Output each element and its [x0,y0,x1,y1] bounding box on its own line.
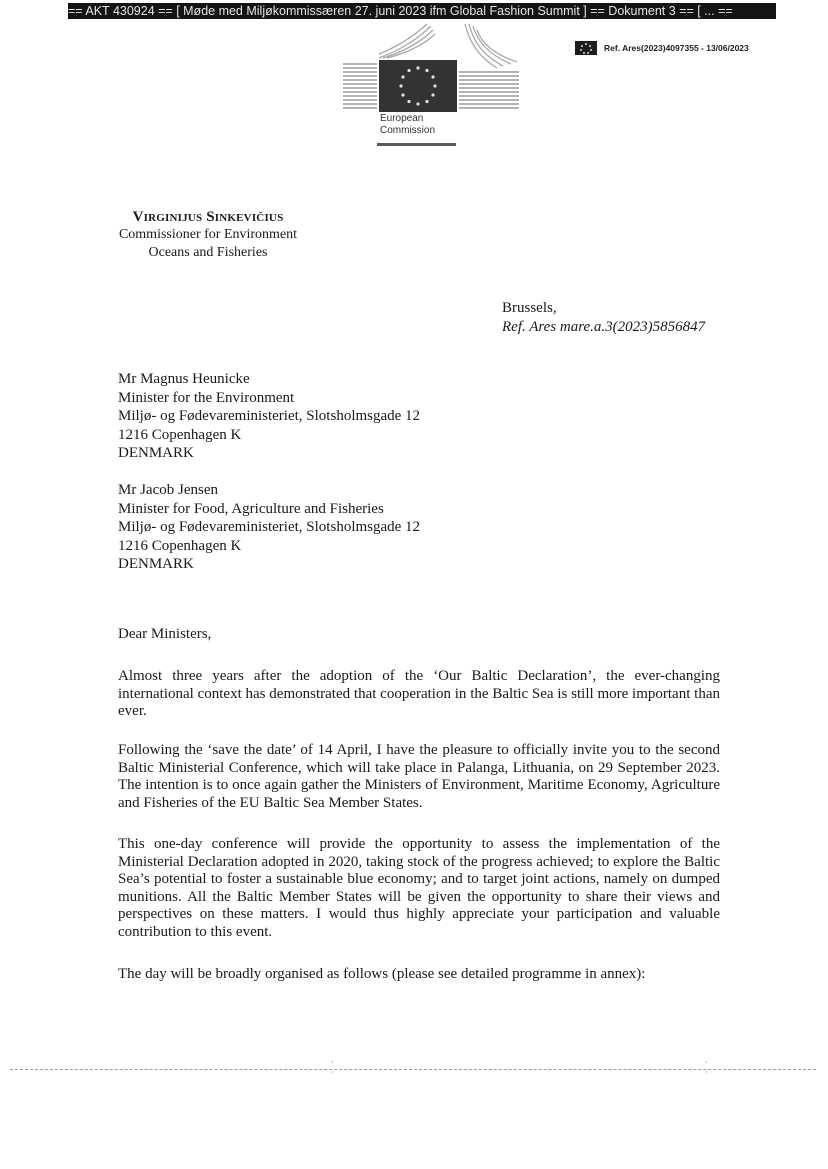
recipient-country: DENMARK [118,556,194,572]
recipient-country: DENMARK [118,445,194,461]
recipient-address-1 [118,370,420,463]
recipient-name: Mr Magnus Heunicke [118,371,250,387]
eu-flag-icon [575,41,597,55]
footer-tick-mark: · [705,1068,708,1078]
recipient-name: Mr Jacob Jensen [118,482,218,498]
recipient-city: 1216 Copenhagen K [118,426,242,443]
body-paragraph: Following the ‘save the date’ of 14 April, I have the pleasure to officially invite you to the second Baltic Ministerial Conference, which will take place in Palanga, Lithuania, on 29 September 2023. The intention is to once again gather the Ministers of Environment, Maritime Economy, Agriculture and Fisheries of the EU Baltic Sea Member States. [118,742,720,811]
recipient-role: Minister for the Environment [118,389,295,406]
body-paragraph: This one-day conference will provide the opportunity to assess the implementation of the Ministerial Declaration adopted in 2020, taking stock of the progress achieved; to explore the Baltic Sea’s potential to foster a sustainable blue economy; and to target joint actions, namely on dumped munitions. All the Baltic Member States will be given the opportunity to share their views and perspectives on these matters. I would thus highly appreciate your participation and valuable contribution to this event. [118,836,720,940]
document-banner: == AKT 430924 == [ Møde med Miljøkommissæren 27. juni 2023 ifm Global Fashion Summit ] == Dokument 3 == [ ... == [68,3,776,19]
sender-block [100,208,316,262]
recipient-role: Minister for Food, Agriculture and Fisheries [118,500,384,517]
place-and-reference [502,299,705,337]
sender-title-line1: Commissioner for Environment [118,227,298,242]
sender-name: Virginijus Sinkevičius [132,209,284,225]
logo-underline [377,143,456,146]
european-commission-wordmark: European Commission [380,113,436,136]
body-paragraph: The day will be broadly organised as follows (please see detailed programme in annex): [118,966,646,982]
footer-tick-mark: · [331,1058,334,1068]
ares-reference-text: Ref. Ares(2023)4097355 - 13/06/2023 [604,43,749,53]
sender-title-line2: Oceans and Fisheries [148,245,268,260]
recipient-address-2 [118,481,420,574]
city: Brussels, [502,300,557,316]
ares-reference-stamp [575,41,749,55]
body-paragraph: Almost three years after the adoption of the ‘Our Baltic Declaration’, the ever-changing international context has demonstrated that cooperation in the Baltic Sea is still more important than ever. [118,668,720,720]
recipient-street: Miljø- og Fødevareministeriet, Slotsholmsgade 12 [118,519,421,535]
page-footer-divider [10,1069,816,1070]
letter-reference: Ref. Ares mare.a.3(2023)5856847 [502,319,706,335]
recipient-city: 1216 Copenhagen K [118,537,242,554]
recipient-street: Miljø- og Fødevareministeriet, Slotsholmsgade 12 [118,408,421,424]
footer-tick-mark: · [331,1068,334,1078]
salutation: Dear Ministers, [118,626,212,642]
footer-tick-mark: · [705,1058,708,1068]
